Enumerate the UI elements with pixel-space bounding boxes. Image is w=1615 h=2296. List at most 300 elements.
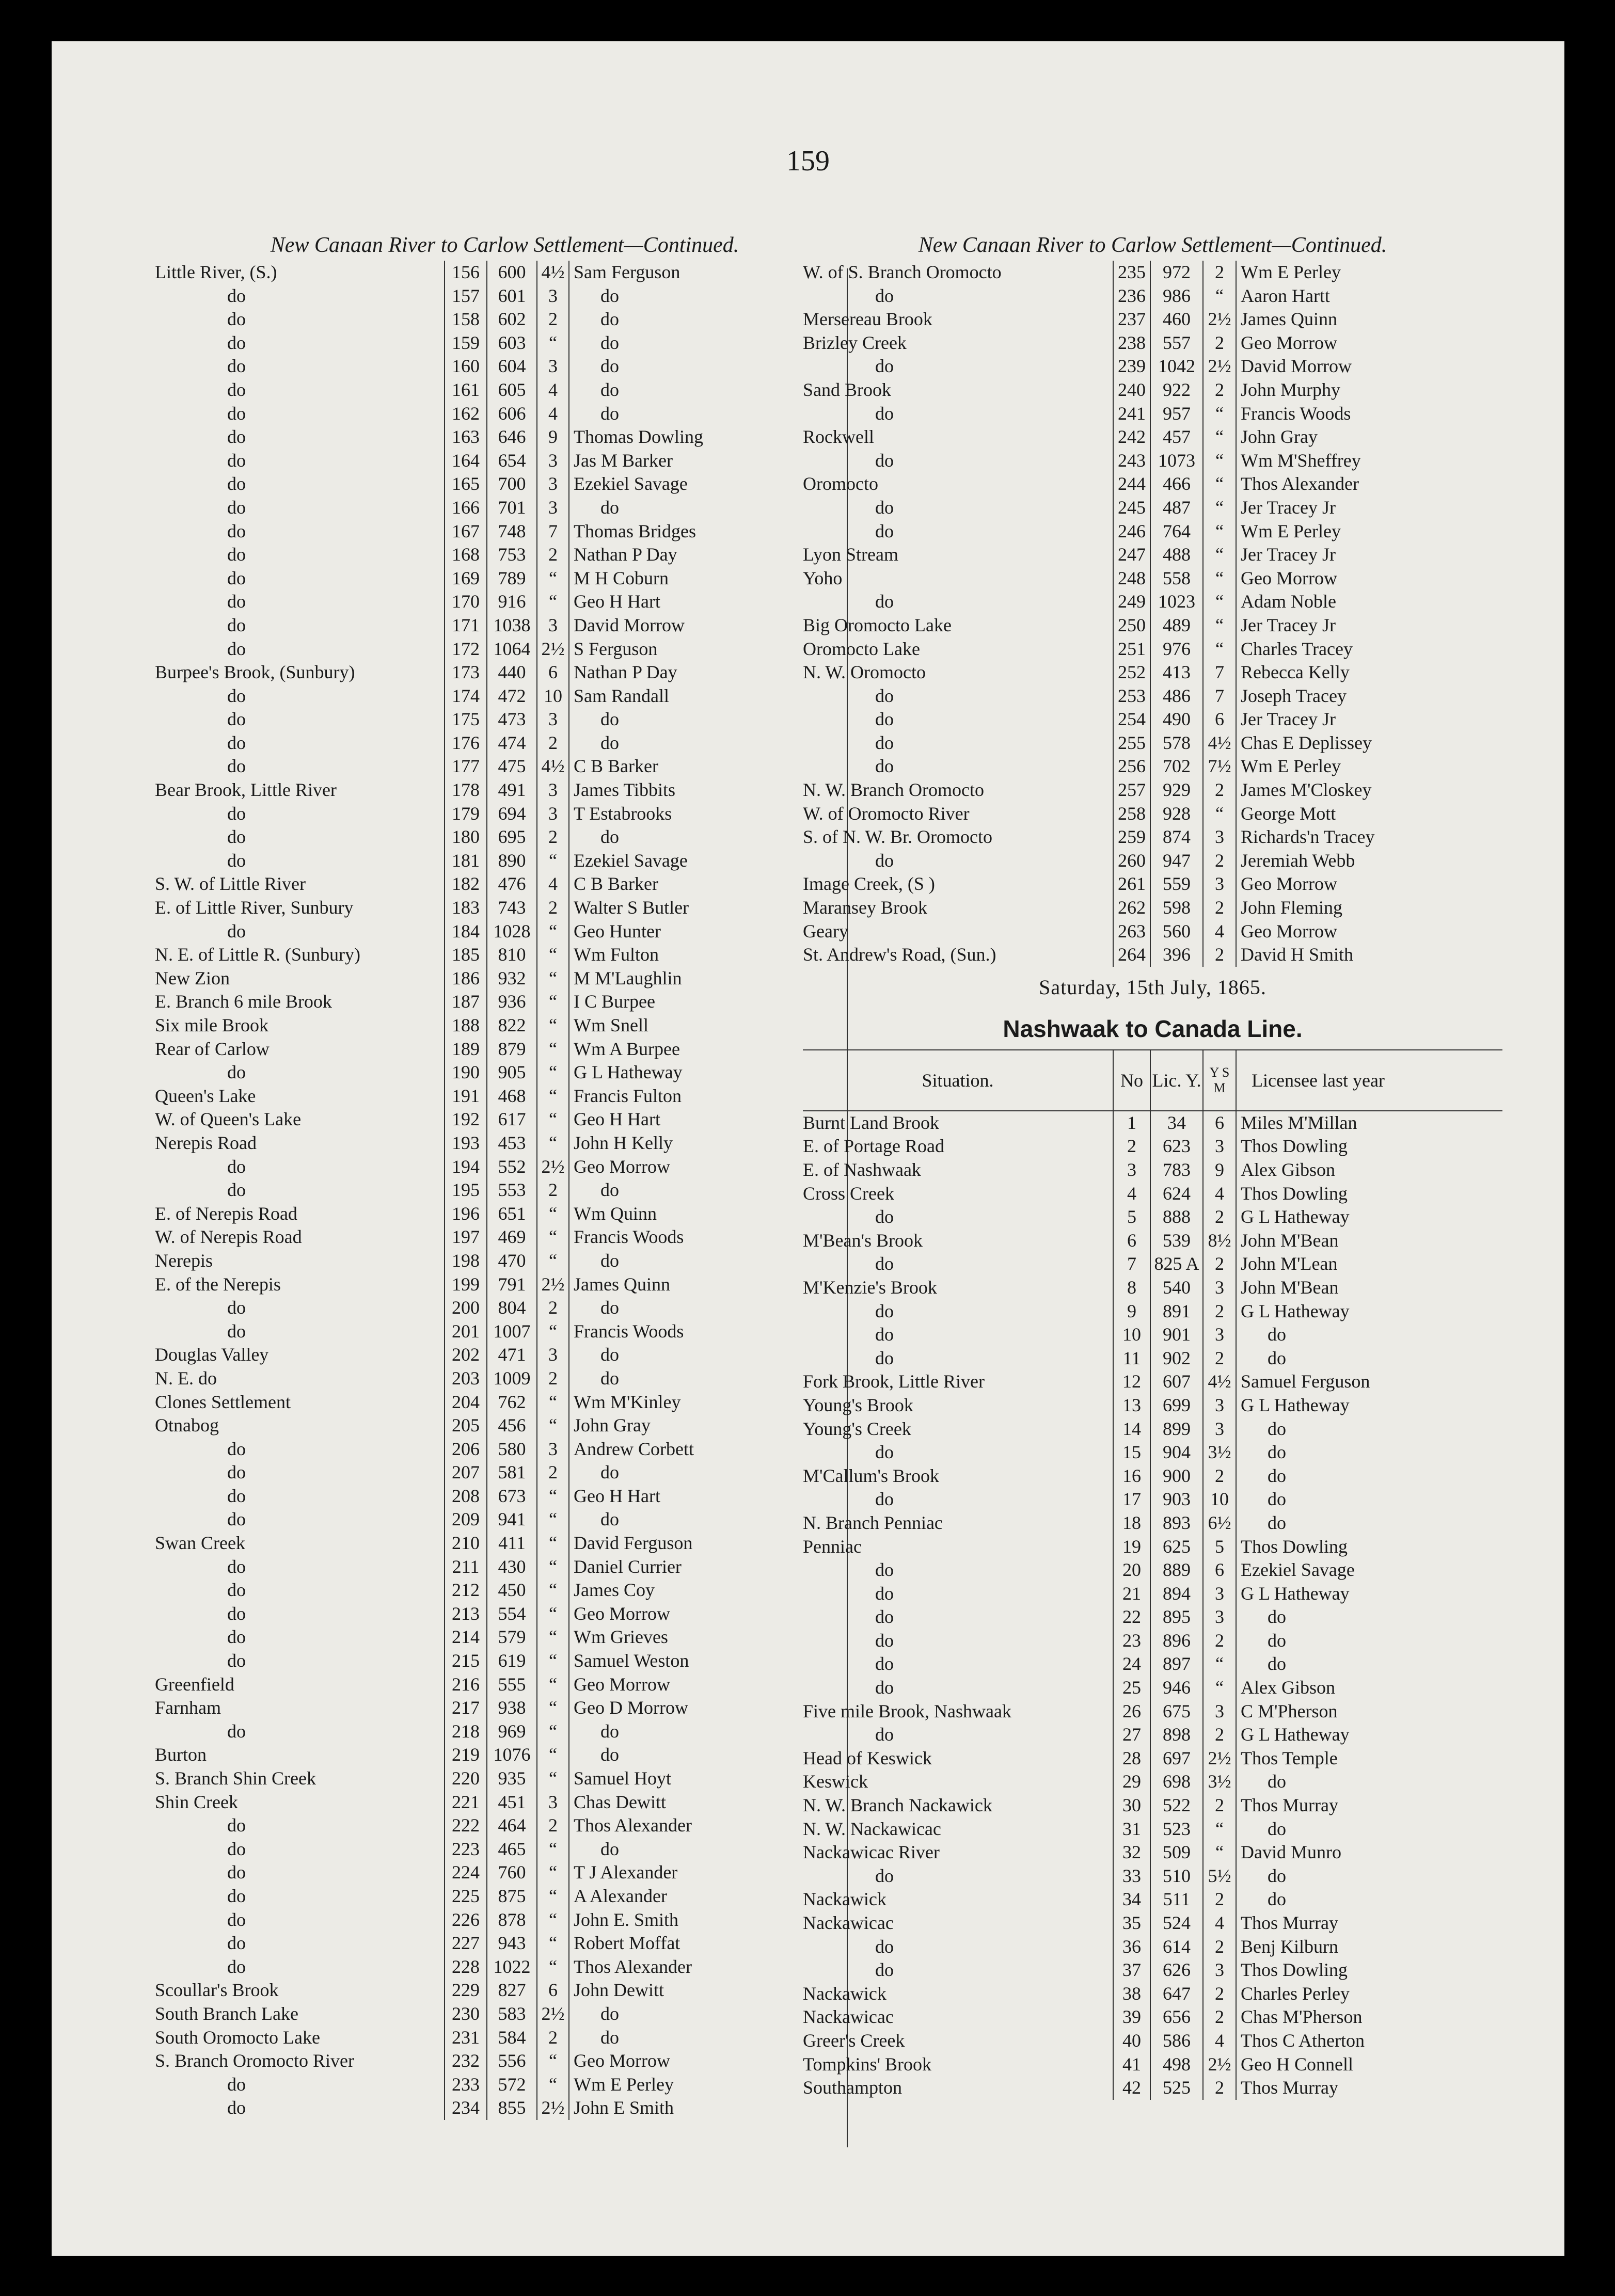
number-cell: 184: [444, 920, 487, 944]
license-cell: 472: [498, 685, 526, 706]
license-cell: 490: [1163, 709, 1191, 730]
situation-cell: M'Bean's Brook: [803, 1230, 923, 1251]
table-row: [155, 1743, 854, 1767]
licensee-cell: Wm E Perley: [1241, 262, 1341, 282]
years-cell: 2: [1202, 1629, 1237, 1653]
number-cell: 241: [1113, 402, 1151, 426]
license-cell: 804: [498, 1297, 526, 1318]
number-cell: 211: [444, 1555, 487, 1579]
page-number: 159: [786, 145, 830, 177]
license-cell: 901: [1163, 1324, 1191, 1345]
number-cell: 164: [444, 449, 487, 473]
number-cell: 263: [1113, 920, 1151, 944]
table-row: [155, 825, 854, 849]
number-cell: 185: [444, 943, 487, 967]
years-cell: “: [536, 1414, 569, 1438]
licensee-cell: Aaron Hartt: [1241, 285, 1330, 306]
number-cell: 219: [444, 1743, 487, 1767]
situation-cell: Nackawicac River: [803, 1842, 940, 1863]
license-cell: 476: [498, 873, 526, 895]
situation-cell: Burton: [155, 1744, 207, 1765]
header-lic: Lic. Y.: [1152, 1070, 1201, 1091]
situation-cell: do: [227, 285, 246, 306]
table-row: [155, 1955, 854, 1979]
license-cell: 760: [498, 1862, 526, 1883]
licensee-cell: John E. Smith: [574, 1909, 679, 1930]
number-cell: 38: [1113, 1982, 1151, 2006]
license-cell: 928: [1163, 803, 1191, 824]
license-cell: 601: [498, 285, 526, 306]
number-cell: 22: [1113, 1605, 1151, 1629]
years-cell: “: [1202, 1841, 1237, 1864]
situation-cell: S. of N. W. Br. Oromocto: [803, 826, 993, 848]
license-cell: 647: [1163, 1983, 1191, 2004]
number-cell: 158: [444, 308, 487, 331]
number-cell: 192: [444, 1108, 487, 1131]
number-cell: 249: [1113, 590, 1151, 614]
table-row: [803, 520, 1502, 544]
licensee-cell: do: [600, 332, 619, 353]
situation-cell: do: [875, 1936, 894, 1957]
years-cell: “: [1202, 402, 1237, 426]
table-row: [155, 1649, 854, 1673]
number-cell: 193: [444, 1131, 487, 1155]
table-row: [803, 261, 1502, 284]
number-cell: 218: [444, 1720, 487, 1744]
license-cell: 509: [1163, 1842, 1191, 1863]
situation-cell: N. W. Branch Nackawick: [803, 1795, 992, 1816]
situation-cell: Yoho: [803, 567, 843, 588]
license-cell: 450: [498, 1580, 526, 1601]
license-cell: 1038: [493, 614, 531, 635]
situation-cell: Rear of Carlow: [155, 1038, 270, 1059]
years-cell: 3: [536, 1791, 569, 1814]
header-licensee: Licensee last year: [1252, 1070, 1385, 1091]
years-cell: 3: [536, 1438, 569, 1461]
situation-cell: Clones Settlement: [155, 1391, 291, 1412]
table-row: [155, 1979, 854, 2002]
years-cell: “: [536, 920, 569, 944]
licensee-cell: Alex Gibson: [1241, 1677, 1335, 1698]
license-cell: 896: [1163, 1630, 1191, 1651]
years-cell: 2: [1202, 2076, 1237, 2100]
table-row: [155, 1861, 854, 1885]
situation-cell: do: [227, 1909, 246, 1930]
situation-cell: South Oromocto Lake: [155, 2027, 320, 2048]
number-cell: 209: [444, 1508, 487, 1532]
license-cell: 947: [1163, 850, 1191, 871]
licensee-cell: do: [1268, 1512, 1286, 1533]
number-cell: 208: [444, 1485, 487, 1508]
license-cell: 525: [1163, 2077, 1191, 2098]
years-cell: 2: [1202, 1794, 1237, 1817]
license-cell: 465: [498, 1838, 526, 1859]
left-column: [155, 230, 854, 2120]
licensee-cell: John M'Bean: [1241, 1277, 1339, 1298]
years-cell: “: [536, 849, 569, 873]
years-cell: 4: [1202, 2029, 1237, 2053]
licensee-cell: Geo Morrow: [574, 1156, 670, 1177]
licensee-cell: Thos Alexander: [1241, 473, 1359, 495]
table-header: [803, 1049, 1502, 1111]
licensee-cell: Geo H Connell: [1241, 2053, 1353, 2075]
years-cell: 3: [1202, 1582, 1237, 1606]
number-cell: 226: [444, 1908, 487, 1932]
situation-cell: Keswick: [803, 1771, 868, 1792]
table-row: [155, 1273, 854, 1297]
table-row: [155, 2073, 854, 2097]
years-cell: 4½: [1202, 1370, 1237, 1394]
table-row: [803, 590, 1502, 614]
licensee-cell: Nathan P Day: [574, 544, 677, 565]
situation-cell: Fork Brook, Little River: [803, 1371, 985, 1392]
licensee-cell: do: [600, 2003, 619, 2024]
table-row: [155, 425, 854, 449]
number-cell: 175: [444, 708, 487, 731]
years-cell: 3: [536, 355, 569, 378]
table-row: [155, 802, 854, 826]
years-cell: 3½: [1202, 1441, 1237, 1464]
situation-cell: do: [227, 614, 246, 635]
table-row: [803, 1205, 1502, 1229]
licensee-cell: Geo H Hart: [574, 1109, 660, 1130]
licensee-cell: C B Barker: [574, 756, 658, 777]
years-cell: 2: [1202, 2005, 1237, 2029]
years-cell: 2: [536, 1367, 569, 1391]
number-cell: 178: [444, 778, 487, 802]
licensee-cell: Thos Dowling: [1241, 1959, 1348, 1981]
number-cell: 161: [444, 378, 487, 402]
table-row: [155, 920, 854, 944]
licensee-cell: do: [600, 1720, 619, 1742]
licensee-cell: do: [600, 1297, 619, 1318]
table-row: [155, 1178, 854, 1202]
situation-cell: Scoullar's Brook: [155, 1980, 279, 2001]
license-cell: 624: [1163, 1183, 1191, 1204]
licensee-cell: do: [600, 709, 619, 730]
number-cell: 246: [1113, 520, 1151, 544]
licensee-cell: Wm M'Kinley: [574, 1391, 681, 1412]
license-cell: 602: [498, 309, 526, 330]
situation-cell: do: [227, 1320, 246, 1342]
license-cell: 935: [498, 1768, 526, 1789]
situation-cell: Lyon Stream: [803, 544, 898, 565]
license-cell: 606: [498, 403, 526, 424]
header-situation: Situation.: [922, 1070, 994, 1091]
license-cell: 581: [498, 1462, 526, 1483]
number-cell: 23: [1113, 1629, 1151, 1653]
number-cell: 163: [444, 425, 487, 449]
table-row: [803, 2005, 1502, 2029]
years-cell: 6½: [1202, 1511, 1237, 1535]
years-cell: 2½: [1202, 1747, 1237, 1771]
license-cell: 905: [498, 1062, 526, 1083]
licensee-cell: Geo Morrow: [574, 1603, 670, 1624]
licensee-cell: A Alexander: [574, 1885, 667, 1906]
table-row: [803, 1464, 1502, 1488]
situation-cell: do: [227, 497, 246, 518]
situation-cell: do: [227, 685, 246, 706]
licensee-cell: do: [600, 2027, 619, 2048]
licensee-cell: Daniel Currier: [574, 1556, 682, 1577]
situation-cell: do: [227, 426, 246, 448]
table-row: [155, 567, 854, 591]
license-cell: 897: [1163, 1653, 1191, 1675]
years-cell: 3: [1202, 1958, 1237, 1982]
license-cell: 456: [498, 1415, 526, 1436]
situation-cell: do: [875, 1253, 894, 1274]
license-cell: 1064: [493, 638, 531, 659]
situation-cell: Bear Brook, Little River: [155, 779, 337, 801]
license-cell: 898: [1163, 1724, 1191, 1745]
license-cell: 464: [498, 1815, 526, 1836]
situation-cell: do: [227, 1815, 246, 1836]
number-cell: 245: [1113, 496, 1151, 520]
table-row: [155, 731, 854, 755]
number-cell: 181: [444, 849, 487, 873]
years-cell: 2: [536, 2026, 569, 2050]
licensee-cell: James Coy: [574, 1580, 655, 1601]
section-title: Nashwaak to Canada Line.: [1003, 1015, 1303, 1042]
table-row: [155, 1061, 854, 1085]
table-row: [155, 1838, 854, 1861]
situation-cell: do: [227, 1580, 246, 1601]
number-cell: 242: [1113, 425, 1151, 449]
situation-cell: E. of Nashwaak: [803, 1159, 921, 1180]
licensee-cell: John Gray: [1241, 426, 1318, 448]
right-rows-nashwaak: [803, 1111, 1502, 2100]
table-row: [155, 1367, 854, 1391]
number-cell: 1: [1113, 1111, 1151, 1135]
license-cell: 700: [498, 473, 526, 495]
license-cell: 888: [1163, 1206, 1191, 1227]
number-cell: 30: [1113, 1794, 1151, 1817]
number-cell: 194: [444, 1155, 487, 1179]
licensee-cell: Sam Randall: [574, 685, 669, 706]
license-cell: 473: [498, 709, 526, 730]
table-row: [155, 1014, 854, 1038]
years-cell: “: [536, 1696, 569, 1720]
licensee-cell: Samuel Weston: [574, 1650, 689, 1671]
situation-cell: Nerepis: [155, 1250, 213, 1271]
table-row: [155, 2002, 854, 2026]
licensee-cell: Samuel Hoyt: [574, 1768, 671, 1789]
table-row: [803, 755, 1502, 778]
license-cell: 895: [1163, 1606, 1191, 1628]
license-cell: 972: [1163, 262, 1191, 282]
number-cell: 250: [1113, 614, 1151, 637]
header-ysm: Y S M: [1202, 1050, 1237, 1110]
number-cell: 177: [444, 755, 487, 778]
table-row: [803, 472, 1502, 496]
licensee-cell: Geo Hunter: [574, 920, 661, 942]
table-row: [803, 1511, 1502, 1535]
situation-cell: E. Branch 6 mile Brook: [155, 991, 332, 1012]
license-cell: 486: [1163, 685, 1191, 706]
licensee-cell: Ezekiel Savage: [574, 850, 688, 871]
years-cell: “: [536, 1038, 569, 1061]
licensee-cell: do: [1268, 1418, 1286, 1439]
years-cell: “: [536, 1908, 569, 1932]
years-cell: 3: [536, 614, 569, 637]
situation-cell: do: [875, 591, 894, 612]
table-row: [803, 708, 1502, 731]
license-cell: 902: [1163, 1347, 1191, 1368]
situation-cell: Geary: [803, 920, 848, 942]
licensee-cell: Geo H Hart: [574, 591, 660, 612]
table-row: [803, 943, 1502, 967]
right-rows: [803, 261, 1502, 967]
table-row: [803, 355, 1502, 378]
licensee-cell: Francis Fulton: [574, 1085, 682, 1106]
years-cell: “: [536, 1202, 569, 1226]
table-row: [155, 1085, 854, 1108]
licensee-cell: Wm M'Sheffrey: [1241, 450, 1361, 471]
licensee-cell: do: [600, 1462, 619, 1483]
number-cell: 264: [1113, 943, 1151, 967]
table-row: [803, 1652, 1502, 1676]
table-row: [803, 331, 1502, 355]
licensee-cell: Chas M'Pherson: [1241, 2006, 1363, 2028]
table-row: [155, 1908, 854, 1932]
situation-cell: Brizley Creek: [803, 332, 907, 353]
number-cell: 10: [1113, 1323, 1151, 1347]
table-row: [803, 1111, 1502, 1135]
situation-cell: Nackawick: [803, 1983, 886, 2004]
number-cell: 156: [444, 261, 487, 284]
licensee-cell: David Morrow: [1241, 356, 1352, 377]
license-cell: 929: [1163, 779, 1191, 801]
license-cell: 673: [498, 1485, 526, 1506]
licensee-cell: Thos C Atherton: [1241, 2030, 1365, 2051]
license-cell: 656: [1163, 2006, 1191, 2028]
licensee-cell: Ezekiel Savage: [574, 473, 688, 495]
table-row: [155, 1485, 854, 1508]
number-cell: 223: [444, 1838, 487, 1861]
licensee-cell: do: [1268, 1324, 1286, 1345]
license-cell: 916: [498, 591, 526, 612]
table-row: [155, 590, 854, 614]
years-cell: 2: [1202, 1982, 1237, 2006]
license-cell: 440: [498, 662, 526, 683]
situation-cell: do: [227, 1438, 246, 1459]
number-cell: 180: [444, 825, 487, 849]
number-cell: 224: [444, 1861, 487, 1885]
number-cell: 235: [1113, 261, 1151, 284]
licensee-cell: Charles Perley: [1241, 1983, 1350, 2004]
situation-cell: do: [875, 1959, 894, 1981]
years-cell: 2: [536, 1296, 569, 1320]
table-row: [155, 1038, 854, 1061]
licensee-cell: G L Hatheway: [1241, 1300, 1350, 1321]
licensee-cell: James M'Closkey: [1241, 779, 1372, 801]
situation-cell: do: [227, 379, 246, 400]
license-cell: 617: [498, 1109, 526, 1130]
licensee-cell: Thos Alexander: [574, 1956, 692, 1977]
licensee-cell: Samuel Ferguson: [1241, 1371, 1370, 1392]
number-cell: 166: [444, 496, 487, 520]
table-row: [155, 261, 854, 284]
years-cell: 8½: [1202, 1229, 1237, 1253]
number-cell: 229: [444, 1979, 487, 2002]
licensee-cell: Jeremiah Webb: [1241, 850, 1355, 871]
years-cell: 3: [1202, 872, 1237, 896]
years-cell: 6: [536, 661, 569, 684]
number-cell: 176: [444, 731, 487, 755]
license-cell: 969: [498, 1720, 526, 1742]
years-cell: “: [536, 1085, 569, 1108]
license-cell: 453: [498, 1132, 526, 1153]
years-cell: 4½: [536, 261, 569, 284]
situation-cell: do: [227, 638, 246, 659]
number-cell: 262: [1113, 896, 1151, 920]
years-cell: 4: [536, 378, 569, 402]
number-cell: 42: [1113, 2076, 1151, 2100]
number-cell: 162: [444, 402, 487, 426]
licensee-cell: Thos Temple: [1241, 1747, 1338, 1768]
right-column: [803, 230, 1502, 2100]
license-cell: 489: [1163, 614, 1191, 635]
licensee-cell: Thomas Bridges: [574, 520, 696, 541]
table-row: [155, 1791, 854, 1814]
situation-cell: do: [227, 1650, 246, 1671]
years-cell: 2½: [536, 1155, 569, 1179]
licensee-cell: do: [600, 379, 619, 400]
situation-cell: St. Andrew's Road, (Sun.): [803, 944, 996, 965]
licensee-cell: Thos Murray: [1241, 2077, 1338, 2098]
number-cell: 206: [444, 1438, 487, 1461]
licensee-cell: David H Smith: [1241, 944, 1354, 965]
licensee-cell: do: [600, 1744, 619, 1765]
licensee-cell: Geo Morrow: [574, 1673, 670, 1695]
years-cell: 2: [1202, 1252, 1237, 1276]
situation-cell: Queen's Lake: [155, 1085, 256, 1106]
table-row: [155, 1296, 854, 1320]
licensee-cell: Sam Ferguson: [574, 262, 680, 282]
years-cell: “: [536, 1320, 569, 1344]
number-cell: 11: [1113, 1347, 1151, 1370]
years-cell: “: [536, 331, 569, 355]
years-cell: 2: [536, 896, 569, 920]
table-row: [803, 1135, 1502, 1158]
situation-cell: do: [227, 1956, 246, 1977]
years-cell: “: [536, 1014, 569, 1038]
situation-cell: Little River, (S.): [155, 262, 277, 282]
license-cell: 488: [1163, 544, 1191, 565]
table-row: [155, 308, 854, 331]
situation-cell: Nackawick: [803, 1889, 886, 1910]
years-cell: “: [536, 2049, 569, 2073]
situation-cell: do: [227, 1862, 246, 1883]
table-row: [803, 684, 1502, 708]
license-cell: 411: [498, 1533, 526, 1554]
number-cell: 201: [444, 1320, 487, 1344]
license-cell: 34: [1167, 1112, 1186, 1133]
years-cell: “: [1202, 614, 1237, 637]
situation-cell: New Zion: [155, 967, 230, 988]
number-cell: 169: [444, 567, 487, 591]
number-cell: 173: [444, 661, 487, 684]
license-cell: 625: [1163, 1536, 1191, 1557]
situation-cell: Farnham: [155, 1697, 221, 1718]
years-cell: “: [536, 1767, 569, 1791]
license-cell: 471: [498, 1344, 526, 1365]
table-row: [155, 708, 854, 731]
table-row: [803, 1252, 1502, 1276]
table-row: [803, 1982, 1502, 2006]
situation-cell: do: [227, 803, 246, 824]
years-cell: 4: [1202, 1911, 1237, 1935]
